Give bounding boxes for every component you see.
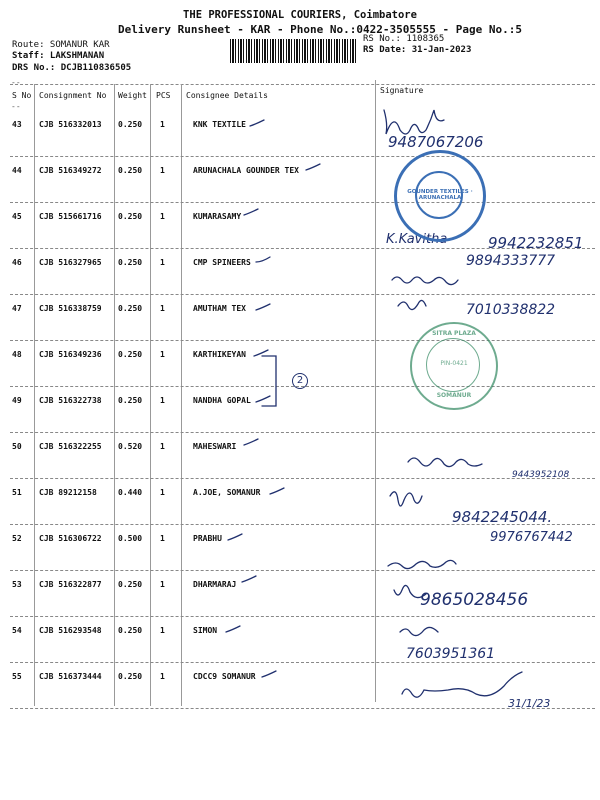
row-sno: 51 xyxy=(12,488,22,497)
row-weight: 0.520 xyxy=(118,442,143,451)
row-weight: 0.250 xyxy=(118,166,143,175)
row-consignment-no: CJB 89212158 xyxy=(39,488,97,497)
header-dash-2: -- xyxy=(11,102,21,111)
row-sno: 46 xyxy=(12,258,22,267)
post-office-stamp-top: SITRA PLAZA xyxy=(432,330,476,337)
row-weight: 0.250 xyxy=(118,580,143,589)
row-consignment-no: CJB 516322738 xyxy=(39,396,102,405)
row-sno: 45 xyxy=(12,212,22,221)
row-consignee: A.JOE, SOMANUR xyxy=(193,488,261,497)
row-pcs: 1 xyxy=(160,442,165,451)
row-sno: 53 xyxy=(12,580,22,589)
row-consignment-no: CJB 516306722 xyxy=(39,534,102,543)
row-weight: 0.250 xyxy=(118,304,143,313)
row-weight: 0.500 xyxy=(118,534,143,543)
row-consignee: KNK TEXTILE xyxy=(193,120,246,129)
row-consignee: ARUNACHALA GOUNDER TEX xyxy=(193,166,299,175)
row-consignee: KARTHIKEYAN xyxy=(193,350,246,359)
row-weight: 0.250 xyxy=(118,120,143,129)
company-title: THE PROFESSIONAL COURIERS, Coimbatore xyxy=(183,9,417,21)
col-details: Consignee Details xyxy=(186,91,268,100)
row-consignee: DHARMARAJ xyxy=(193,580,237,589)
row-pcs: 1 xyxy=(160,626,165,635)
rs-date: RS Date: 31-Jan-2023 xyxy=(363,45,472,55)
handwritten-phone: 9842245044. xyxy=(452,508,553,526)
drs-number: DRS No.: DCJB110836505 xyxy=(12,63,132,73)
row-pcs: 1 xyxy=(160,350,165,359)
row-consignee: CMP SPINEERS xyxy=(193,258,251,267)
row-weight: 0.250 xyxy=(118,396,143,405)
handwritten-phone: 7603951361 xyxy=(406,646,496,662)
row-pcs: 1 xyxy=(160,258,165,267)
row-sno: 55 xyxy=(12,672,22,681)
row-consignment-no: CJB 516373444 xyxy=(39,672,102,681)
row-consignee: MAHESWARI xyxy=(193,442,237,451)
row-sno: 49 xyxy=(12,396,22,405)
row-weight: 0.440 xyxy=(118,488,143,497)
handwritten-phone: 9487067206 xyxy=(388,133,484,151)
row-consignee: SIMON xyxy=(193,626,218,635)
row-pcs: 1 xyxy=(160,580,165,589)
circled-count-note: 2 xyxy=(292,373,308,389)
row-weight: 0.250 xyxy=(118,626,143,635)
post-office-stamp-bottom: SOMANUR xyxy=(436,392,472,399)
row-pcs: 1 xyxy=(160,488,165,497)
row-consignment-no: CJB 516322255 xyxy=(39,442,102,451)
handwritten-phone: 7010338822 xyxy=(466,302,556,318)
row-weight: 0.250 xyxy=(118,212,143,221)
row-consignment-no: CJB 516338759 xyxy=(39,304,102,313)
row-consignee: NANDHA GOPAL xyxy=(193,396,251,405)
row-sno: 47 xyxy=(12,304,22,313)
row-sno: 43 xyxy=(12,120,22,129)
row-consignee: AMUTHAM TEX xyxy=(193,304,246,313)
company-stamp xyxy=(394,150,486,242)
row-sno: 44 xyxy=(12,166,22,175)
row-consignment-no: CJB 516327965 xyxy=(39,258,102,267)
runsheet-title: Delivery Runsheet - KAR - Phone No.:0422-3505555 - Page No.:5 xyxy=(118,23,522,36)
company-stamp-text: GOUNDER TEXTILES · ARUNACHALA xyxy=(407,189,473,201)
row-weight: 0.250 xyxy=(118,350,143,359)
row-pcs: 1 xyxy=(160,166,165,175)
row-consignment-no: CJB 516349236 xyxy=(39,350,102,359)
post-office-stamp xyxy=(410,322,498,410)
col-consignment: Consignment No xyxy=(39,91,107,100)
row-consignment-no: CJB 516293548 xyxy=(39,626,102,635)
handwritten-name: K.Kavitha xyxy=(386,232,448,247)
row-consignment-no: CJB 515661716 xyxy=(39,212,102,221)
handwritten-phone: 9976767442 xyxy=(490,530,573,545)
row-pcs: 1 xyxy=(160,304,165,313)
row-consignee: KUMARASAMY xyxy=(193,212,242,221)
row-pcs: 1 xyxy=(160,120,165,129)
row-sno: 50 xyxy=(12,442,22,451)
row-consignment-no: CJB 516332013 xyxy=(39,120,102,129)
row-weight: 0.250 xyxy=(118,672,143,681)
row-consignment-no: CJB 516349272 xyxy=(39,166,102,175)
route-label: Route: SOMANUR KAR xyxy=(12,40,110,50)
header-dash: -- xyxy=(11,78,21,87)
row-pcs: 1 xyxy=(160,212,165,221)
col-weight: Weight xyxy=(118,91,147,100)
rs-number: RS No.: 1108365 xyxy=(363,34,445,44)
staff-label: Staff: LAKSHMANAN xyxy=(12,51,105,61)
row-pcs: 1 xyxy=(160,396,165,405)
handwritten-phone: 9443952108 xyxy=(512,470,570,480)
row-consignee: CDCC9 SOMANUR xyxy=(193,672,256,681)
row-sno: 52 xyxy=(12,534,22,543)
handwritten-phone: 9865028456 xyxy=(420,590,529,610)
row-sno: 48 xyxy=(12,350,22,359)
col-sno: S No xyxy=(12,91,32,100)
handwritten-date: 31/1/23 xyxy=(508,697,551,710)
col-signature: Signature xyxy=(380,86,424,95)
col-pcs: PCS xyxy=(156,91,171,100)
row-sno: 54 xyxy=(12,626,22,635)
row-pcs: 1 xyxy=(160,534,165,543)
post-office-stamp-center: PIN-0421 xyxy=(440,360,468,367)
row-consignment-no: CJB 516322877 xyxy=(39,580,102,589)
handwritten-phone: 9894333777 xyxy=(466,253,556,269)
row-pcs: 1 xyxy=(160,672,165,681)
row-weight: 0.250 xyxy=(118,258,143,267)
handwritten-phone: 9942232851 xyxy=(488,234,584,252)
row-consignee: PRABHU xyxy=(193,534,222,543)
